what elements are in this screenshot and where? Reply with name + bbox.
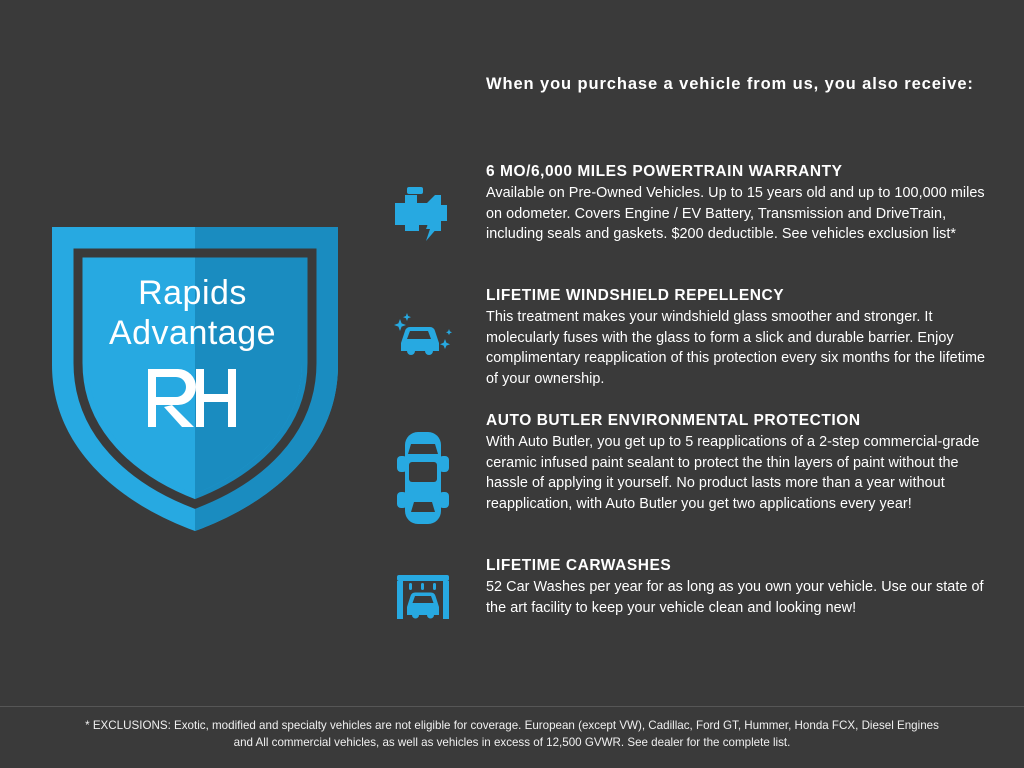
sparkling-car-icon-graphic [391,309,455,361]
shield-title [40,273,345,353]
brand-shield [40,215,400,555]
feature-windshield-repellency [380,287,1000,389]
feature-powertrain-warranty [380,163,1000,245]
shield-title-line1: Rapids [138,274,247,312]
carwash-icon-graphic [391,569,455,627]
exclusions-footer [0,706,1024,751]
feature-lifetime-carwashes [380,557,1000,618]
engine-icon-graphic [391,183,455,241]
feature-auto-butler [380,412,1000,514]
feature-title: LIFETIME CARWASHES [486,557,672,574]
car-top-view-icon-graphic [395,430,451,526]
feature-body: With Auto Butler, you get up to 5 reapplications of a 2-step commercial-grade ceramic infused paint sealant to protect the thin layers of paint without the hassle of applying it yourself. No product lasts more than a year without reapplication, with Auto Butler you get two applications every year! [486,434,980,512]
feature-body: Available on Pre-Owned Vehicles. Up to 15 years old and up to 100,000 miles on odometer. Covers Engine / EV Battery, Transmission and DriveTrain, including seals and gaskets. $200 deductible. See vehicles exclusion list* [486,185,985,243]
engine-icon [380,183,466,241]
footer-line-1: * EXCLUSIONS: Exotic, modified and specialty vehicles are not eligible for coverage. European (except VW), Cadillac, Ford GT, Hummer, Honda FCX, Diesel Engines [85,719,939,732]
car-top-view-icon [380,430,466,526]
feature-body: This treatment makes your windshield glass smoother and stronger. It molecularly fuses with the glass to form a slick and durable barrier. Enjoy complimentary reapplication of this protection every six months for the lifetime of your ownership. [486,309,986,387]
feature-body: 52 Car Washes per year for as long as you own your vehicle. Use our state of the art facility to keep your vehicle clean and looking new! [486,579,984,616]
shield-title-line2: Advantage [108,314,277,352]
rh-monogram-icon [138,365,248,431]
sparkling-car-icon [380,309,466,361]
feature-title: 6 MO/6,000 MILES POWERTRAIN WARRANTY [486,163,843,180]
feature-title: AUTO BUTLER ENVIRONMENTAL PROTECTION [486,412,861,429]
feature-title: LIFETIME WINDSHIELD REPELLENCY [486,287,785,304]
rh-monogram [40,365,345,436]
headline: When you purchase a vehicle from us, you also receive: [486,75,974,93]
carwash-icon [380,569,466,627]
footer-line-2: and All commercial vehicles, as well as vehicles in excess of 12,500 GVWR. See dealer for the complete list. [233,736,791,749]
